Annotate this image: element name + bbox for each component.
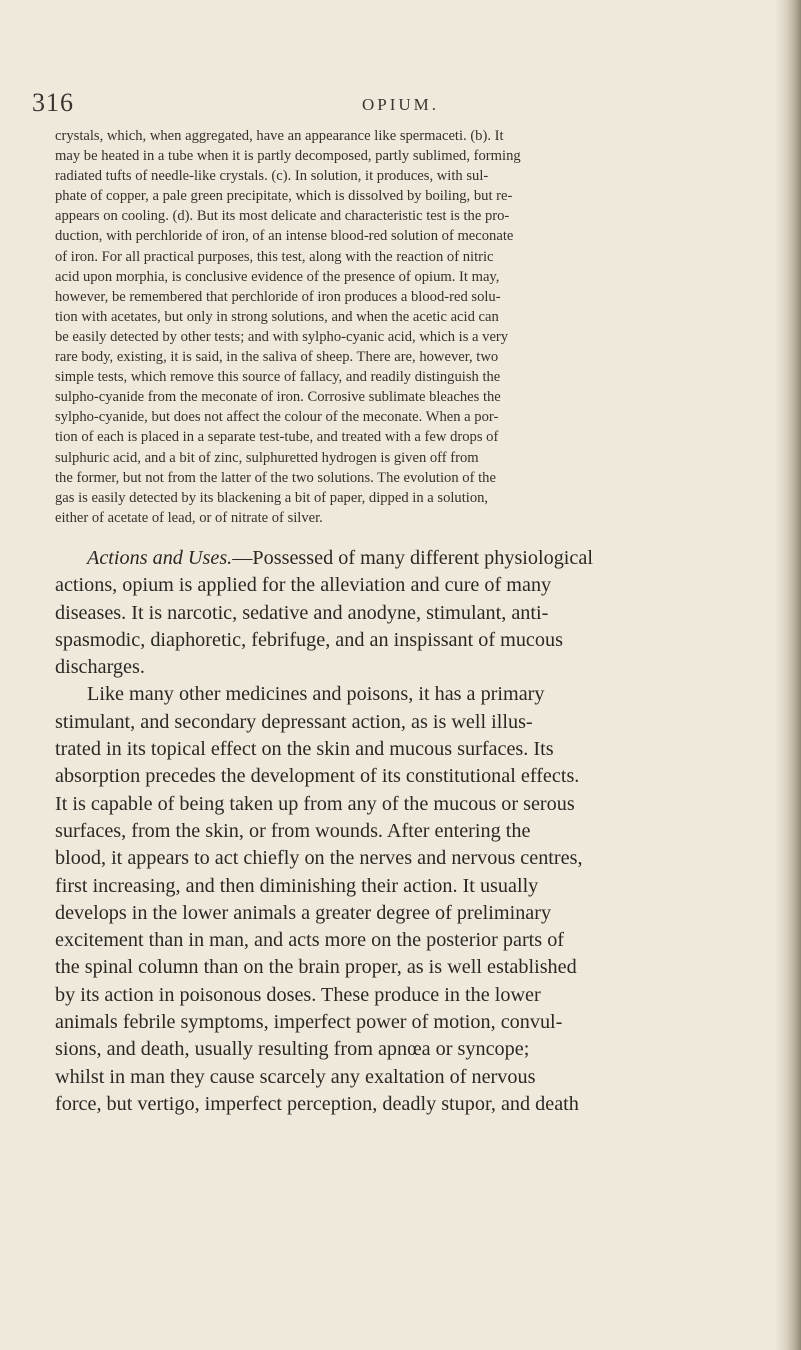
text-line: sulphuric acid, and a bit of zinc, sulphuretted hydrogen is given off from (55, 449, 479, 466)
text-line: appears on cooling. (d). But its most delicate and characteristic test is the pro- (55, 208, 510, 225)
text-line: may be heated in a tube when it is partly decomposed, partly sublimed, forming (55, 148, 521, 165)
page-gutter-shadow (775, 0, 801, 1350)
text-run: —Possessed of many different physiological (232, 547, 593, 569)
text-line: discharges. (55, 656, 145, 679)
text-line: simple tests, which remove this source of fallacy, and readily distinguish the (55, 369, 501, 386)
text-line: crystals, which, when aggregated, have an appearance like spermaceti. (b). It (55, 128, 504, 144)
text-line: develops in the lower animals a greater degree of preliminary (55, 901, 552, 924)
running-title: OPIUM. (362, 95, 440, 114)
text-line: duction, with perchloride of iron, of an intense blood-red solution of meconate (55, 228, 514, 245)
text-line: radiated tufts of needle-like crystals. (c). In solution, it produces, with sul- (55, 168, 489, 185)
text-line: absorption precedes the development of its constitutional effects. (55, 765, 580, 788)
text-line: spasmodic, diaphoretic, febrifuge, and an inspissant of mucous (55, 628, 563, 651)
text-line: blood, it appears to act chiefly on the nerves and nervous centres, (55, 847, 583, 870)
text-line: stimulant, and secondary depressant action, as is well illus- (55, 710, 533, 733)
text-line: by its action in poisonous doses. These produce in the lower (55, 983, 541, 1006)
text-line: rare body, existing, it is said, in the saliva of sheep. There are, however, two (55, 349, 499, 366)
text-line: gas is easily detected by its blackening a bit of paper, dipped in a solution, (55, 489, 489, 506)
text-line: however, be remembered that perchloride of iron produces a blood-red solu- (55, 288, 501, 305)
text-line: tion with acetates, but only in strong solutions, and when the acetic acid can (55, 308, 499, 325)
primary-action-paragraph (55, 681, 755, 1118)
text-line: acid upon morphia, is conclusive evidence of the presence of opium. It may, (55, 268, 500, 285)
text-line: either of acetate of lead, or of nitrate of silver. (55, 509, 323, 526)
text-line: diseases. It is narcotic, sedative and anodyne, stimulant, anti- (55, 601, 549, 624)
text-line: actions, opium is applied for the alleviation and cure of many (55, 574, 552, 597)
text-line: excitement than in man, and acts more on the posterior parts of (55, 929, 565, 952)
text-line: first increasing, and then diminishing their action. It usually (55, 874, 539, 897)
text-line: of iron. For all practical purposes, this test, along with the reaction of nitric (55, 248, 494, 265)
page-number: 316 (32, 88, 74, 117)
main-text (55, 545, 755, 1118)
text-line: animals febrile symptoms, imperfect power of motion, convul- (55, 1011, 563, 1034)
text-line: Like many other medicines and poisons, it has a primary (87, 683, 545, 706)
text-line: the former, but not from the latter of the two solutions. The evolution of the (55, 469, 496, 486)
text-line: It is capable of being taken up from any of the mucous or serous (55, 792, 575, 815)
text-line: surfaces, from the skin, or from wounds. After entering the (55, 819, 531, 842)
section-heading: Actions and Uses. (87, 547, 233, 569)
text-line (55, 545, 755, 572)
text-line: be easily detected by other tests; and with sylpho-cyanic acid, which is a very (55, 328, 509, 345)
text-line: tion of each is placed in a separate test-tube, and treated with a few drops of (55, 429, 499, 446)
text-line: sions, and death, usually resulting from apnœa or syncope; (55, 1038, 530, 1061)
page-header (32, 88, 752, 118)
text-line: whilst in man they cause scarcely any exaltation of nervous (55, 1065, 536, 1088)
text-line: trated in its topical effect on the skin and mucous surfaces. Its (55, 738, 554, 761)
text-line: phate of copper, a pale green precipitate, which is dissolved by boiling, but re- (55, 188, 513, 205)
text-line: sylpho-cyanide, but does not affect the colour of the meconate. When a por- (55, 409, 499, 426)
text-line: the spinal column than on the brain proper, as is well established (55, 956, 577, 979)
actions-and-uses-paragraph (55, 545, 755, 681)
small-print-paragraph (55, 126, 753, 528)
text-line: force, but vertigo, imperfect perception, deadly stupor, and death (55, 1092, 579, 1115)
text-line: sulpho-cyanide from the meconate of iron. Corrosive sublimate bleaches the (55, 389, 501, 406)
